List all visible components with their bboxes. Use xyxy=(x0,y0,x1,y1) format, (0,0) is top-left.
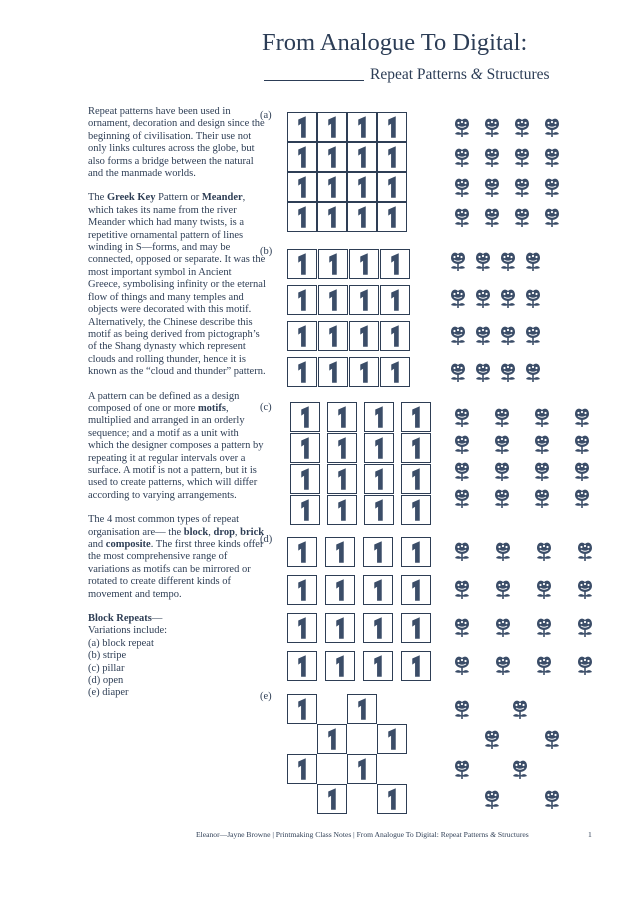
flower-motif-icon xyxy=(492,487,512,509)
block-repeat-tile xyxy=(347,202,377,232)
flower-motif-icon xyxy=(523,287,543,309)
diaper-tile xyxy=(347,754,377,784)
stripe-tile xyxy=(318,357,348,387)
flower-motif-icon xyxy=(575,540,595,562)
stripe-tile xyxy=(349,321,379,351)
open-repeat-tile xyxy=(287,651,317,681)
text-span: The 4 most common types of repeat organisation are— the xyxy=(88,514,240,538)
flower-motif-icon xyxy=(473,361,493,383)
diaper-tile xyxy=(377,784,407,814)
stripe-tile xyxy=(318,249,348,279)
pillar-tile xyxy=(401,495,431,525)
flower-motif-icon xyxy=(452,698,472,720)
flower-motif-icon xyxy=(498,287,518,309)
pillar-tile xyxy=(401,433,431,463)
flower-motif-icon xyxy=(448,250,468,272)
flower-motif-icon xyxy=(493,540,513,562)
flower-motif-icon xyxy=(492,460,512,482)
flower-motif-icon xyxy=(473,250,493,272)
open-repeat-tile xyxy=(287,537,317,567)
block-repeat-tile xyxy=(377,172,407,202)
flower-motif-icon xyxy=(512,146,532,168)
pillar-tile xyxy=(327,464,357,494)
flower-motif-icon xyxy=(482,176,502,198)
composite-term: composite xyxy=(105,539,151,550)
flower-motif-icon xyxy=(523,324,543,346)
open-repeat-tile xyxy=(401,537,431,567)
block-repeat-tile xyxy=(377,112,407,142)
flower-motif-icon xyxy=(512,206,532,228)
pillar-tile xyxy=(364,433,394,463)
open-repeat-tile xyxy=(363,613,393,643)
flower-motif-icon xyxy=(512,116,532,138)
flower-motif-icon xyxy=(542,116,562,138)
flower-motif-icon xyxy=(452,616,472,638)
flower-motif-icon xyxy=(572,460,592,482)
open-repeat-tile xyxy=(363,537,393,567)
motifs-term: motifs xyxy=(197,402,226,414)
list-item: (e) diaper xyxy=(88,687,129,699)
flower-motif-icon xyxy=(482,728,502,750)
block-repeat-tile xyxy=(317,112,347,142)
flower-motif-icon xyxy=(542,206,562,228)
flower-motif-icon xyxy=(498,324,518,346)
flower-motif-icon xyxy=(473,287,493,309)
subtitle-part-a: Repeat Patterns xyxy=(370,66,471,83)
block-repeat-tile xyxy=(287,112,317,142)
brick-term: brick xyxy=(240,526,265,538)
flower-motif-icon xyxy=(473,324,493,346)
stripe-tile xyxy=(380,249,410,279)
flower-motif-icon xyxy=(523,361,543,383)
open-repeat-tile xyxy=(325,575,355,605)
text-span: Pattern or xyxy=(155,192,202,204)
flower-motif-icon xyxy=(498,250,518,272)
flower-motif-icon xyxy=(493,616,513,638)
flower-motif-icon xyxy=(452,654,472,676)
list-item: (d) open xyxy=(88,675,124,687)
flower-motif-icon xyxy=(534,540,554,562)
stripe-tile xyxy=(318,321,348,351)
block-repeat-tile xyxy=(377,202,407,232)
list-item: (c) pillar xyxy=(88,662,125,674)
diaper-tile xyxy=(287,754,317,784)
open-repeat-tile xyxy=(363,651,393,681)
block-repeat-tile xyxy=(287,172,317,202)
flower-motif-icon xyxy=(534,578,554,600)
repeat-types-paragraph xyxy=(88,514,266,601)
flower-motif-icon xyxy=(452,433,472,455)
flower-motif-icon xyxy=(534,654,554,676)
footer-part-b: Structures xyxy=(495,830,529,839)
flower-motif-icon xyxy=(482,146,502,168)
variations-list xyxy=(88,638,266,700)
stripe-tile xyxy=(318,285,348,315)
flower-motif-icon xyxy=(493,654,513,676)
pattern-definition-paragraph xyxy=(88,391,266,503)
greek-key-paragraph xyxy=(88,192,266,378)
diaper-tile xyxy=(317,784,347,814)
section-label-e: (e) xyxy=(260,691,272,702)
variations-intro: Variations include: xyxy=(88,625,168,637)
flower-motif-icon xyxy=(532,406,552,428)
flower-motif-icon xyxy=(452,176,472,198)
pillar-tile xyxy=(290,495,320,525)
flower-motif-icon xyxy=(452,460,472,482)
stripe-tile xyxy=(287,249,317,279)
stripe-tile xyxy=(349,357,379,387)
text-span: , multiplied and arranged in an orderly sequence; and a motif as a unit with which the designer composes a pattern by repeating it at regular intervals over a surface. A motif is not a pattern, but it is used to create patterns, which will differ according to varying arrangements. xyxy=(88,402,264,501)
page-subtitle xyxy=(262,66,592,88)
text-span: , which takes its name from the river Meander which had many twists, is a repetitive ornamental pattern of lines winding in S—forms, and may be connected, opposed or separate. It was the most important symbol in Ancient Greece, symbolising infinity or the eternal flow of things and many temples and objects were decorated with this motif. Alternatively, the Chinese describe this motif as being derived from pictograph’s of the Shang dynasty which represent clouds and rolling thunder, hence it is known as the “cloud and thunder” pattern. xyxy=(88,192,266,378)
section-label-d: (d) xyxy=(260,534,273,545)
block-repeat-tile xyxy=(347,112,377,142)
block-repeat-tile xyxy=(287,142,317,172)
flower-motif-icon xyxy=(452,116,472,138)
pillar-tile xyxy=(364,402,394,432)
open-repeat-tile xyxy=(325,613,355,643)
flower-motif-icon xyxy=(448,361,468,383)
diaper-tile xyxy=(317,724,347,754)
block-repeat-tile xyxy=(317,172,347,202)
flower-motif-icon xyxy=(532,433,552,455)
pillar-tile xyxy=(290,433,320,463)
block-repeats-term: Block Repeats xyxy=(88,613,152,625)
flower-motif-icon xyxy=(482,206,502,228)
text-span: , xyxy=(208,526,214,538)
subtitle-ampersand: & xyxy=(470,66,483,83)
flower-motif-icon xyxy=(448,324,468,346)
flower-motif-icon xyxy=(532,460,552,482)
block-term: block xyxy=(183,526,209,538)
stripe-tile xyxy=(380,321,410,351)
flower-motif-icon xyxy=(542,176,562,198)
flower-motif-icon xyxy=(575,578,595,600)
flower-motif-icon xyxy=(510,758,530,780)
text-span: , xyxy=(234,526,241,538)
flower-motif-icon xyxy=(575,654,595,676)
flower-motif-icon xyxy=(452,758,472,780)
open-repeat-tile xyxy=(401,575,431,605)
subtitle-part-b: Structures xyxy=(482,66,550,83)
pillar-tile xyxy=(364,464,394,494)
pillar-tile xyxy=(290,402,320,432)
text-span: . The first three kinds offer the most comprehensive range of variations as motifs can be mirrored or rotated to create different kinds of movement and tempo. xyxy=(88,539,264,600)
open-repeat-tile xyxy=(287,613,317,643)
flower-motif-icon xyxy=(542,728,562,750)
pillar-tile xyxy=(401,464,431,494)
section-label-c: (c) xyxy=(260,402,272,413)
block-repeat-tile xyxy=(317,142,347,172)
flower-motif-icon xyxy=(452,146,472,168)
footer-ampersand: & xyxy=(490,830,496,839)
flower-motif-icon xyxy=(493,578,513,600)
greek-key-term: Greek Key xyxy=(106,192,156,204)
flower-motif-icon xyxy=(452,206,472,228)
block-repeats-heading xyxy=(88,613,266,625)
section-label-a: (a) xyxy=(260,110,272,121)
stripe-tile xyxy=(287,285,317,315)
page-number: 1 xyxy=(588,830,592,839)
stripe-tile xyxy=(287,321,317,351)
stripe-tile xyxy=(380,357,410,387)
flower-motif-icon xyxy=(452,487,472,509)
flower-motif-icon xyxy=(542,146,562,168)
subtitle-rule xyxy=(264,80,364,81)
open-repeat-tile xyxy=(401,651,431,681)
intro-paragraph: Repeat patterns have been used in ornament, decoration and design since the beginning of civilisation. Their use not only links cultures across the globe, but also forms a bridge between the natural and the manmade worlds. xyxy=(88,106,265,180)
block-repeat-tile xyxy=(347,142,377,172)
flower-motif-icon xyxy=(452,406,472,428)
stripe-tile xyxy=(349,249,379,279)
pillar-tile xyxy=(327,495,357,525)
text-span: — xyxy=(151,613,163,625)
pillar-tile xyxy=(290,464,320,494)
text-span: A pattern can be defined as a design composed of one or more xyxy=(88,390,240,414)
block-repeat-tile xyxy=(317,202,347,232)
text-span: The xyxy=(88,192,107,204)
pillar-tile xyxy=(401,402,431,432)
footer-part-a: Eleanor—Jayne Browne | Printmaking Class Notes | From Analogue To Digital: Repeat Patterns xyxy=(196,830,491,839)
stripe-tile xyxy=(349,285,379,315)
block-repeat-tile xyxy=(287,202,317,232)
block-repeat-tile xyxy=(377,142,407,172)
page-title: From Analogue To Digital: xyxy=(262,29,528,56)
flower-motif-icon xyxy=(448,287,468,309)
flower-motif-icon xyxy=(523,250,543,272)
pillar-tile xyxy=(327,402,357,432)
subtitle-text xyxy=(370,66,550,84)
meander-term: Meander xyxy=(201,192,243,204)
diaper-tile xyxy=(377,724,407,754)
flower-motif-icon xyxy=(452,578,472,600)
flower-motif-icon xyxy=(482,116,502,138)
flower-motif-icon xyxy=(534,616,554,638)
flower-motif-icon xyxy=(492,406,512,428)
open-repeat-tile xyxy=(325,651,355,681)
flower-motif-icon xyxy=(572,406,592,428)
footer-text xyxy=(196,830,596,839)
open-repeat-tile xyxy=(287,575,317,605)
open-repeat-tile xyxy=(401,613,431,643)
flower-motif-icon xyxy=(492,433,512,455)
flower-motif-icon xyxy=(482,788,502,810)
flower-motif-icon xyxy=(572,433,592,455)
diaper-tile xyxy=(287,694,317,724)
list-item: (b) stripe xyxy=(88,650,127,662)
drop-term: drop xyxy=(213,526,235,538)
section-label-b: (b) xyxy=(260,246,273,257)
flower-motif-icon xyxy=(572,487,592,509)
open-repeat-tile xyxy=(325,537,355,567)
list-item: (a) block repeat xyxy=(88,637,154,649)
open-repeat-tile xyxy=(363,575,393,605)
flower-motif-icon xyxy=(498,361,518,383)
text-span: and xyxy=(88,539,106,550)
body-text-column xyxy=(88,106,266,700)
pillar-tile xyxy=(364,495,394,525)
flower-motif-icon xyxy=(512,176,532,198)
flower-motif-icon xyxy=(542,788,562,810)
flower-motif-icon xyxy=(452,540,472,562)
pillar-tile xyxy=(327,433,357,463)
flower-motif-icon xyxy=(532,487,552,509)
flower-motif-icon xyxy=(510,698,530,720)
stripe-tile xyxy=(287,357,317,387)
block-repeat-tile xyxy=(347,172,377,202)
flower-motif-icon xyxy=(575,616,595,638)
stripe-tile xyxy=(380,285,410,315)
diaper-tile xyxy=(347,694,377,724)
